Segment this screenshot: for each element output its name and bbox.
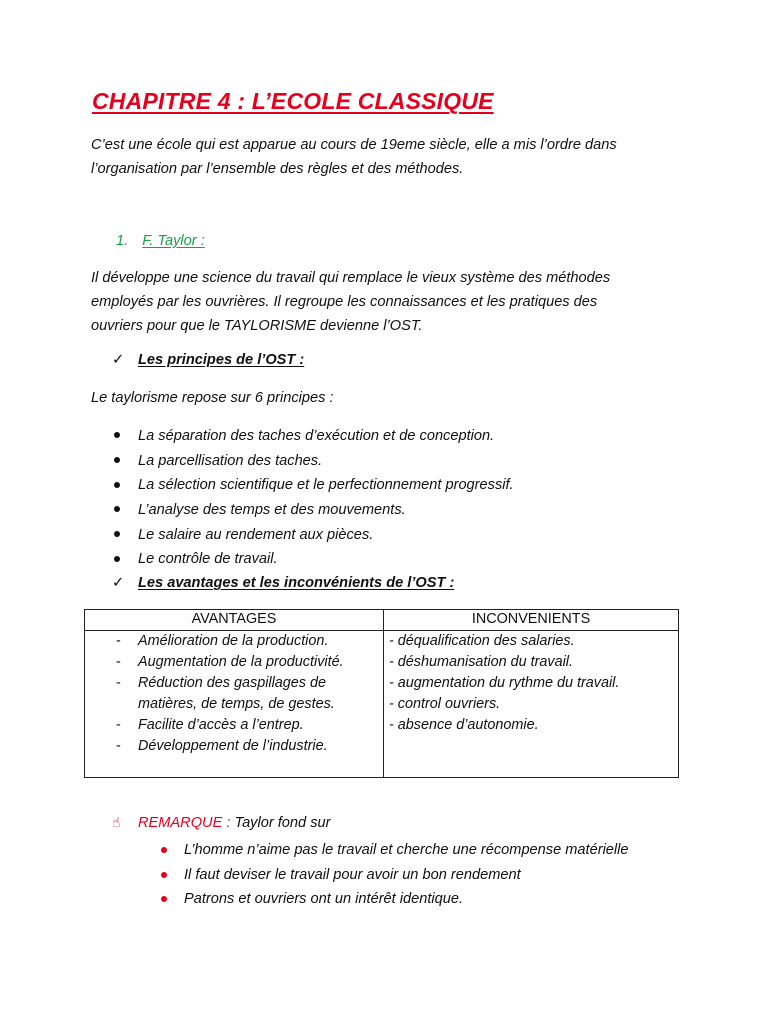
remark-label: REMARQUE : (138, 815, 231, 831)
column-header-advantages: AVANTAGES (85, 610, 384, 631)
taylor-paragraph (91, 266, 691, 338)
list-item: - control ouvriers. (389, 696, 501, 712)
list-item: - absence d’autonomie. (389, 717, 539, 733)
bullet-icon (161, 872, 167, 878)
list-item: L’analyse des temps et des mouvements. (112, 498, 514, 523)
checkmark-icon: ✓ (112, 575, 125, 591)
bullet-icon (114, 432, 120, 438)
taylor-line-3: ouvriers pour que le TAYLORISME devienne l’OST. (91, 318, 423, 334)
disadvantages-list (384, 631, 678, 736)
bullet-icon (114, 457, 120, 463)
remark-heading (112, 814, 330, 831)
taylor-line-1: Il développe une science du travail qui remplace le vieux système des méthodes (91, 270, 611, 286)
taylor-line-2: employés par les ouvrières. Il regroupe les connaissances et les pratiques des (91, 294, 598, 310)
table-header-row (85, 610, 679, 631)
section-heading-taylor (116, 233, 205, 249)
intro-line-1: C’est une école qui est apparue au cours de 19eme siècle, elle a mis l’ordre dans (91, 137, 617, 153)
list-item: - Augmentation de la productivité. (116, 654, 344, 670)
bullet-icon (161, 847, 167, 853)
list-item: Le salaire au rendement aux pièces. (112, 523, 514, 548)
list-item: - Réduction des gaspillages de matières, de temps, de gestes. (116, 675, 335, 712)
list-item: La sélection scientifique et le perfectionnement progressif. (112, 473, 514, 498)
intro-line-2: l’organisation par l’ensemble des règles et des méthodes. (91, 161, 464, 177)
list-item: - augmentation du rythme du travail. (389, 675, 620, 691)
advantages-list (85, 631, 383, 757)
principles-heading-label: Les principes de l’OST : (138, 352, 305, 368)
ost-table-heading (112, 574, 454, 591)
list-item: - Facilite d’accès a l’entrep. (116, 717, 304, 733)
list-item: Le contrôle de travail. (112, 547, 514, 572)
bullet-icon (114, 506, 120, 512)
remark-list (160, 838, 640, 912)
list-item: Il faut deviser le travail pour avoir un bon rendement (160, 863, 640, 887)
section-number: 1. (116, 233, 129, 249)
section-label: F. Taylor : (142, 233, 205, 249)
principles-intro: Le taylorisme repose sur 6 principes : (91, 390, 334, 406)
bullet-icon (114, 556, 120, 562)
pointing-hand-icon: ☝ (112, 814, 121, 830)
advantages-cell (85, 631, 384, 778)
list-item: L’homme n’aime pas le travail et cherche une récompense matérielle (160, 838, 640, 862)
list-item: - Développement de l’industrie. (116, 738, 328, 754)
bullet-icon (114, 482, 120, 488)
list-item: La séparation des taches d’exécution et de conception. (112, 424, 514, 449)
bullet-icon (114, 531, 120, 537)
list-item: - déshumanisation du travail. (389, 654, 573, 670)
table-row (85, 631, 679, 778)
ost-table-heading-label: Les avantages et les inconvénients de l’OST : (138, 575, 455, 591)
intro-paragraph (91, 133, 691, 181)
advantages-table (84, 609, 679, 778)
list-item: - déqualification des salaries. (389, 633, 575, 649)
checkmark-icon: ✓ (112, 352, 125, 368)
principles-heading (112, 351, 304, 368)
list-item: - Amélioration de la production. (116, 633, 329, 649)
list-item: La parcellisation des taches. (112, 449, 514, 474)
bullet-icon (161, 896, 167, 902)
principles-list (112, 424, 514, 572)
list-item: Patrons et ouvriers ont un intérêt identique. (160, 887, 640, 911)
column-header-disadvantages: INCONVENIENTS (384, 610, 679, 631)
remark-text: Taylor fond sur (230, 815, 331, 831)
disadvantages-cell (384, 631, 679, 778)
chapter-title: CHAPITRE 4 : L’ECOLE CLASSIQUE (92, 88, 494, 114)
